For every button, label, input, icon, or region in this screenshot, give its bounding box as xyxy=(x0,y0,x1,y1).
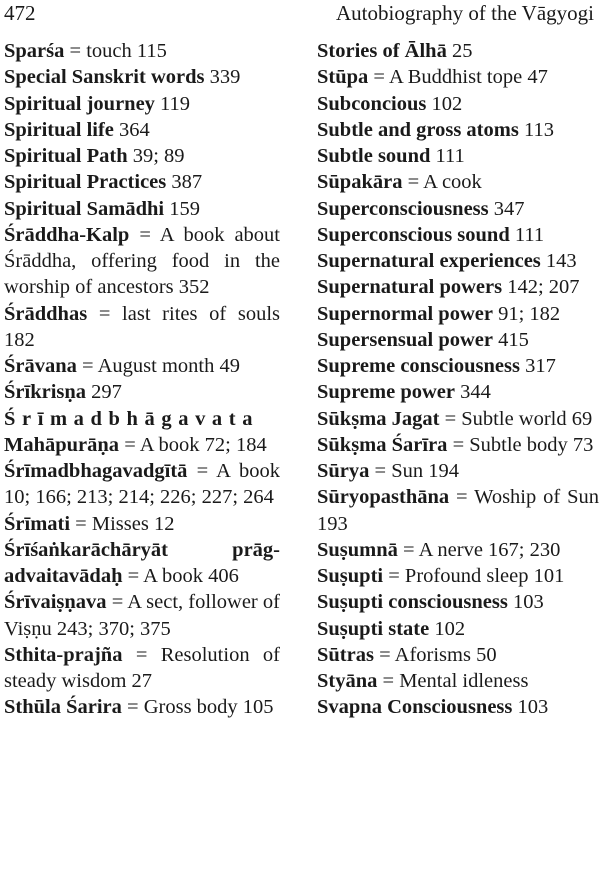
index-entry xyxy=(4,589,280,642)
index-text: = Subtle body 73 xyxy=(447,433,594,456)
index-text: = Aforisms 50 xyxy=(373,643,497,666)
index-text: = A book 72; 184 xyxy=(119,433,267,456)
index-term: Superconscious sound xyxy=(317,223,510,246)
index-text: 364 xyxy=(113,118,150,141)
index-term: Sūtras xyxy=(317,643,374,666)
index-text: 111 xyxy=(509,223,545,246)
index-term: Svapna Consciousness xyxy=(317,696,513,719)
index-text: = Woship of Sun 193 xyxy=(317,486,599,535)
index-entry xyxy=(317,38,599,64)
index-term: Styāna xyxy=(317,670,378,692)
index-text: 102 xyxy=(429,617,466,640)
index-term-continued: Mahāpurāṇa xyxy=(4,433,120,456)
index-text: 142; 207 xyxy=(502,276,580,299)
index-term: Special Sanskrit words xyxy=(4,66,205,89)
index-term: Supernatural powers xyxy=(317,276,503,299)
index-entry xyxy=(4,117,280,143)
index-term: Subtle and gross atoms xyxy=(317,118,519,141)
index-term: Spiritual Path xyxy=(4,145,128,167)
index-text: = A Buddhist tope 47 xyxy=(368,66,548,89)
index-entry xyxy=(317,143,599,169)
running-title: Autobiography of the Vāgyogi xyxy=(336,1,594,25)
index-entry xyxy=(4,169,280,195)
index-entry xyxy=(4,64,280,90)
index-text: 103 xyxy=(512,696,549,719)
index-term: Supernatural experiences xyxy=(317,250,541,272)
index-entry xyxy=(317,668,599,694)
index-text: 415 xyxy=(492,328,529,351)
index-text: 347 xyxy=(488,197,525,220)
index-text: = Subtle world 69 xyxy=(439,407,593,430)
index-term: Śrāddhas xyxy=(4,302,88,325)
index-term: Spiritual life xyxy=(4,118,114,141)
index-term: Subtle sound xyxy=(317,145,431,167)
index-term: Sūrya xyxy=(317,460,370,482)
index-text: = A book 10; 166; 213; 214; 226; 227; 264 xyxy=(4,460,280,509)
index-entry xyxy=(317,91,599,117)
index-entry xyxy=(317,432,599,458)
index-term: Supernormal power xyxy=(317,302,493,325)
index-entry xyxy=(317,353,599,379)
index-entry xyxy=(317,537,599,563)
index-text: 39; 89 xyxy=(127,145,185,167)
index-term: Spiritual journey xyxy=(4,92,155,115)
index-text: 339 xyxy=(204,66,241,89)
index-text: = last rites of souls 182 xyxy=(4,302,280,351)
index-entry xyxy=(317,694,599,720)
index-term: Śrīmadbhagavadgītā xyxy=(4,460,188,482)
index-term: Sūryopasthāna xyxy=(317,486,450,509)
index-term: Spiritual Practices xyxy=(4,171,167,194)
index-entry xyxy=(317,642,599,668)
index-term: Sūkṣma Jagat xyxy=(317,407,440,430)
index-entry xyxy=(4,91,280,117)
index-text: 344 xyxy=(455,381,491,404)
index-entry xyxy=(4,511,280,537)
index-entry xyxy=(317,222,599,248)
index-term: Śrīvaiṣṇava xyxy=(4,591,107,614)
index-text: 113 xyxy=(518,118,554,141)
index-entry xyxy=(317,248,599,274)
index-entry xyxy=(317,301,599,327)
index-entry xyxy=(4,301,280,354)
index-column-right xyxy=(317,38,599,721)
index-text: = Gross body 105 xyxy=(121,696,274,719)
index-entry xyxy=(317,484,599,537)
index-text: 119 xyxy=(154,92,191,115)
index-text: 317 xyxy=(519,355,556,377)
index-text: 103 xyxy=(507,591,544,614)
index-entry xyxy=(4,38,280,64)
index-term: Suṣumnā xyxy=(317,538,398,561)
index-entry xyxy=(4,222,280,301)
index-term: Sparśa xyxy=(4,40,65,62)
index-entry xyxy=(317,169,599,195)
index-entry xyxy=(4,196,280,222)
index-entry xyxy=(4,406,280,459)
index-term: Stories of Ālhā xyxy=(317,40,447,62)
index-text: = A nerve 167; 230 xyxy=(397,538,561,561)
index-text: = Sun 194 xyxy=(369,460,459,482)
page-number: 472 xyxy=(4,1,36,25)
index-term: Śrīmadbhāgavata xyxy=(4,407,260,430)
index-term: Supreme consciousness xyxy=(317,355,520,377)
index-text: = A cook xyxy=(402,171,482,194)
index-term: Spiritual Samādhi xyxy=(4,197,165,220)
index-entry xyxy=(317,117,599,143)
index-entry xyxy=(4,694,280,720)
index-text: = A sect, follower of Viṣṇu 243; 370; 375 xyxy=(4,591,280,640)
index-entry xyxy=(317,458,599,484)
index-text: = A book 406 xyxy=(122,565,239,587)
index-text: = August month 49 xyxy=(76,355,240,377)
index-term: Suṣupti consciousness xyxy=(317,591,508,614)
index-entry xyxy=(317,274,599,300)
index-entry xyxy=(317,379,599,405)
index-term: Sūkṣma Śarīra xyxy=(317,433,448,456)
index-text: 159 xyxy=(164,197,200,220)
index-entry xyxy=(317,406,599,432)
index-text: = A book about Śrāddha, offering food in the worship of ancestors 352 xyxy=(4,223,280,299)
index-column-left xyxy=(4,38,280,721)
index-entry xyxy=(317,327,599,353)
index-text: 111 xyxy=(430,145,465,167)
index-text: = Mental idleness xyxy=(377,670,529,692)
index-term: Śrīśaṅkarāchāryāt prāg-advaitavādaḥ xyxy=(4,538,280,587)
index-text: 102 xyxy=(426,92,463,115)
index-term: Suṣupti state xyxy=(317,617,430,640)
index-text: 25 xyxy=(446,40,473,62)
index-term: Suṣupti xyxy=(317,565,384,587)
index-entry xyxy=(4,537,280,590)
index-entry xyxy=(4,379,280,405)
index-text: = touch 115 xyxy=(64,40,167,62)
index-entry xyxy=(317,563,599,589)
index-entry xyxy=(4,353,280,379)
index-entry xyxy=(4,458,280,511)
index-entry xyxy=(4,143,280,169)
index-text: = Profound sleep 101 xyxy=(383,565,565,587)
index-term: Superconsciousness xyxy=(317,197,489,220)
index-term: Subconcious xyxy=(317,92,427,115)
index-entry xyxy=(4,642,280,695)
index-term: Śrāvana xyxy=(4,355,77,377)
index-text: 297 xyxy=(86,381,122,404)
index-term: Stūpa xyxy=(317,66,369,89)
index-term: Sthita-prajña xyxy=(4,643,123,666)
index-text: 387 xyxy=(166,171,203,194)
index-text: 143 xyxy=(540,250,577,272)
index-text: = Misses 12 xyxy=(70,512,175,535)
index-text: = Resolution of steady wisdom 27 xyxy=(4,643,280,692)
index-text: 91; 182 xyxy=(492,302,561,325)
index-entry xyxy=(317,589,599,615)
index-term: Śrāddha-Kalp xyxy=(4,223,130,246)
index-term: Sūpakāra xyxy=(317,171,403,194)
index-term: Śrīmati xyxy=(4,512,71,535)
index-entry xyxy=(317,616,599,642)
index-entry xyxy=(317,64,599,90)
page-header xyxy=(0,0,600,36)
index-term: Sthūla Śarira xyxy=(4,696,122,719)
index-entry xyxy=(317,196,599,222)
index-term: Śrīkrisṇa xyxy=(4,381,87,404)
index-term: Supreme power xyxy=(317,381,455,404)
index-term: Supersensual power xyxy=(317,328,493,351)
